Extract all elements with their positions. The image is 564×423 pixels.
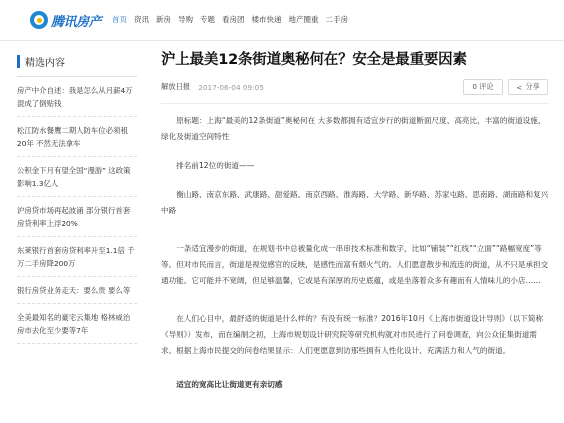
subheading [161, 377, 549, 393]
paragraph [161, 158, 549, 174]
nav-item-topics[interactable]: 专题 [200, 15, 215, 24]
logo-text: 腾讯房产 [51, 14, 102, 30]
paragraph [161, 241, 549, 289]
subheading-text: 适宜的宽高比让街道更有亲切感 [176, 380, 283, 389]
article-source[interactable]: 解放日报 [161, 82, 191, 91]
nav-item-market-express[interactable]: 楼市快递 [251, 15, 282, 24]
paragraph [161, 113, 549, 145]
sidebar-link[interactable]: 沪房贷市场再起波涌 部分银行首套房贷利率上浮20% [17, 197, 137, 237]
nav-item-property-circle[interactable]: 地产圈重 [288, 15, 319, 24]
article-title: 沪上最美12条街道奥秘何在？安全是最重要因素 [161, 52, 467, 68]
share-button[interactable] [508, 79, 548, 95]
paragraph-text: 排名前12位的街道—— [176, 161, 255, 170]
sidebar-link[interactable]: 全美最知名的豪宅云集地 格林威治房市去化至少要等7年 [17, 304, 137, 344]
comment-label: 0 评论 [472, 82, 494, 91]
nav-item-news[interactable]: 资讯 [134, 15, 149, 24]
header-divider [0, 40, 564, 41]
share-icon: < [516, 82, 523, 92]
nav-item-guide[interactable]: 导购 [178, 15, 193, 24]
comment-button[interactable] [463, 79, 503, 95]
paragraph [161, 187, 549, 219]
sidebar-heading-text: 精选内容 [25, 57, 65, 69]
paragraph-text: 在人们心目中，最舒适的街道是什么样的？有没有统一标准？2016年10月《上海市街道设计导则》（以下简称《导则》）发布，而在编制之初，上海市规划设计研究院等研究机构就对市民进行了问卷调查，向公众征集街道需求。根据上海市民提交的问卷结果显示：人们更愿意到访那些拥有人性化设计、充满活力和人气的街道。 [161, 314, 544, 355]
main-nav [112, 14, 355, 25]
paragraph-text: 一条适宜漫步的街道，在规划书中总被量化成一串串技术标准和数字，比如“铺装”“红线”“立面”“路幅宽度”等等。但对市民而言，街道是视觉感官的反映，是感性而富有烟火气的。人们愿意散步和流连的街道，从不只是承担交通功能。它可能并不宽阔，但足够温馨，它或是有深厚的历史底蕴，或是坐落着众多有趣而有人情味儿的小店…… [161, 244, 549, 285]
paragraph-text: 原标题：上海“最美的12条街道”奥秘何在 大多数都拥有适宜步行的街道断面尺度、高亮比，丰富的街道设施、绿化及街道空间特性 [161, 116, 546, 141]
article-time: 2017-06-04 09:05 [198, 82, 264, 92]
sidebar-link[interactable]: 公积金下月有望全国“漫游” 这政策影响1.3亿人 [17, 157, 137, 197]
nav-item-new-homes[interactable]: 新房 [156, 15, 171, 24]
nav-item-house-tour[interactable]: 看房团 [222, 15, 245, 24]
heading-accent-bar [17, 55, 20, 68]
paragraph-text: 衡山路、南京东路、武康路、甜爱路、南京西路、淮海路、大学路、新华路、苏家屯路、思南路、湖南路和复兴中路 [161, 190, 549, 215]
sidebar-heading [17, 52, 137, 77]
sidebar-link[interactable]: 东莱银行首套房贷利率升至1.1倍 千万二手房降200万 [17, 237, 137, 277]
nav-item-second-hand[interactable]: 二手房 [325, 15, 348, 24]
site-logo[interactable] [30, 11, 101, 29]
sidebar-link[interactable]: 银行房贷业务走天：要么贵 要么等 [17, 277, 137, 304]
nav-item-home[interactable]: 首页 [112, 15, 127, 24]
meta-divider [161, 103, 549, 104]
article [161, 50, 549, 393]
sidebar-link[interactable]: 房产中介自述：我是怎么从月薪4万混成了倒贴钱 [17, 77, 137, 117]
top-header [0, 0, 564, 40]
tencent-logo-icon [30, 11, 48, 29]
article-meta [161, 79, 549, 95]
sidebar [17, 52, 137, 344]
sidebar-link[interactable]: 松江防水餐鹰二期人防车位必须租20年 不然无法拿车 [17, 117, 137, 157]
article-body [161, 113, 549, 393]
share-label: 分享 [525, 82, 540, 91]
paragraph [161, 311, 549, 359]
